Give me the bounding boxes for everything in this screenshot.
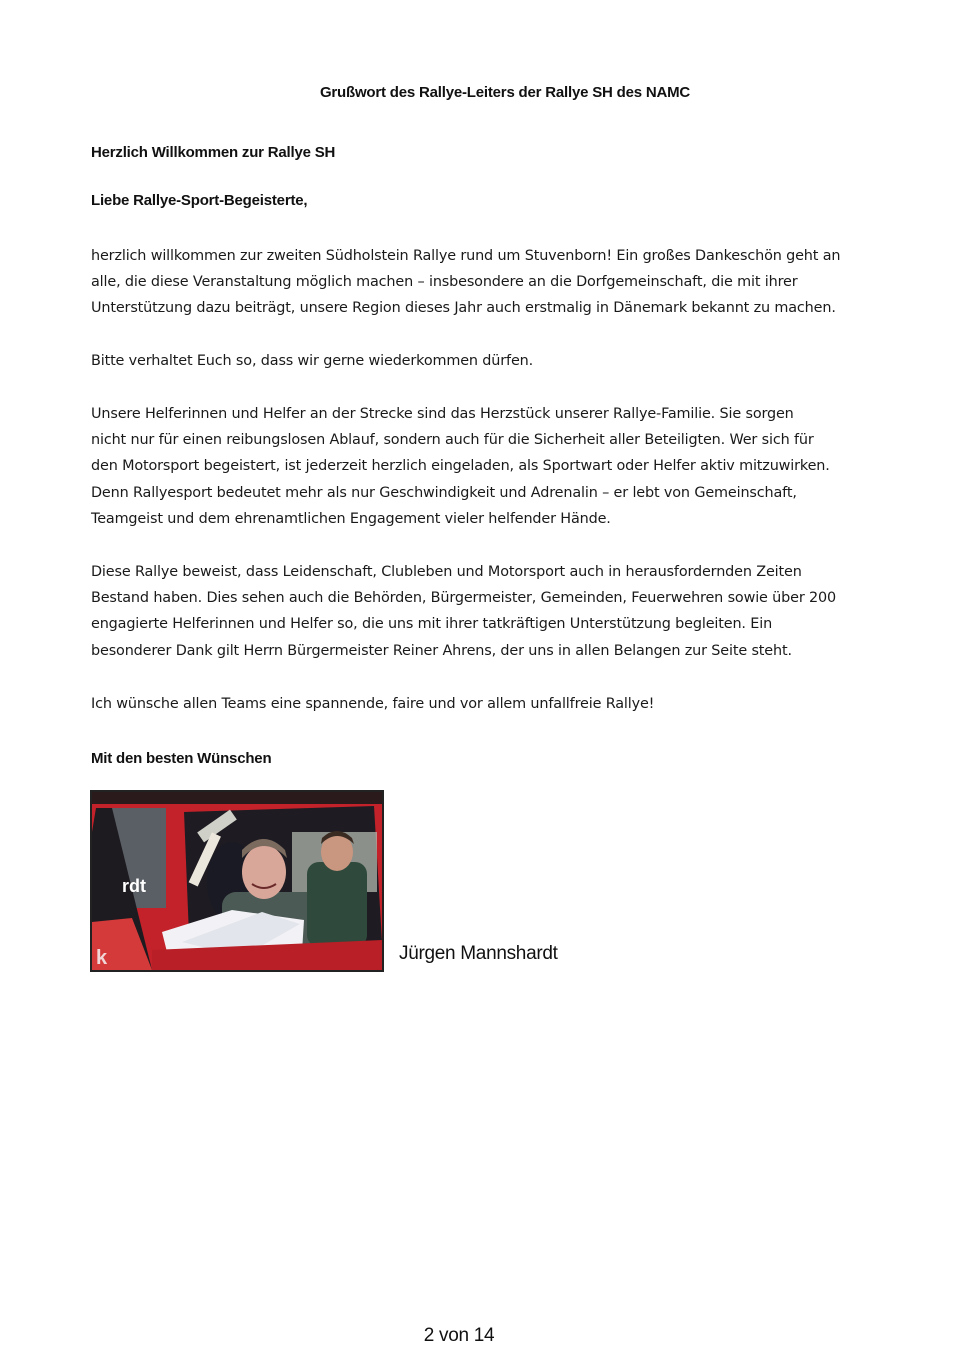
- text-line: besonderer Dank gilt Herrn Bürgermeister Reiner Ahrens, der uns in allen Belangen zur Seite steht.: [91, 642, 792, 659]
- text-line: Diese Rallye beweist, dass Leidenschaft, Clubleben und Motorsport auch in herausfordernden Zeiten: [91, 564, 802, 580]
- salutation: Liebe Rallye-Sport-Begeisterte,: [91, 192, 308, 209]
- text-line: alle, die diese Veranstaltung möglich machen – insbesondere an die Dorfgemeinschaft, die mit ihrer: [91, 274, 798, 291]
- text-line: Bestand haben. Dies sehen auch die Behörden, Bürgermeister, Gemeinden, Feuerwehren sowie über 200: [91, 590, 837, 607]
- text-line: Unsere Helferinnen und Helfer an der Strecke sind das Herzstück unserer Rallye-Familie. Sie sorgen: [91, 406, 794, 422]
- paragraph-welcome: [91, 243, 931, 322]
- text-line: Ich wünsche allen Teams eine spannende, faire und vor allem unfallfreie Rallye!: [91, 696, 655, 712]
- page-number: 2 von 14: [423, 1325, 495, 1346]
- photo-rally-car: [90, 790, 384, 972]
- text-line: Bitte verhaltet Euch so, dass wir gerne wiederkommen dürfen.: [91, 353, 534, 369]
- text-line: Teamgeist und dem ehrenamtlichen Engagement vieler helfender Hände.: [91, 510, 611, 527]
- paragraph-behaviour: [91, 348, 931, 374]
- svg-text:k: k: [96, 947, 108, 969]
- door-lettering: rdt: [122, 876, 146, 896]
- signature-name: Jürgen Mannshardt: [399, 943, 558, 964]
- text-line: Unterstützung dazu beiträgt, unsere Region dieses Jahr auch erstmalig in Dänemark bekannt zu machen.: [91, 300, 836, 317]
- closing: Mit den besten Wünschen: [91, 750, 272, 767]
- text-line: den Motorsport begeistert, ist jederzeit herzlich eingeladen, als Sportwart oder Helfer aktiv mitzuwirken.: [91, 458, 830, 475]
- photo-illustration: [92, 792, 382, 970]
- paragraph-wishes: [91, 691, 931, 717]
- welcome-heading: Herzlich Willkommen zur Rallye SH: [91, 144, 336, 161]
- text-line: engagierte Helferinnen und Helfer so, die uns mit ihrer tatkräftigen Unterstützung begleiten. Ein: [91, 616, 773, 633]
- document-title: Grußwort des Rallye-Leiters der Rallye SH des NAMC: [319, 84, 691, 101]
- paragraph-helpers: [91, 401, 931, 532]
- text-line: nicht nur für einen reibungslosen Ablauf, sondern auch für die Sicherheit aller Beteiligten. Wer sich für: [91, 432, 814, 449]
- text-line: herzlich willkommen zur zweiten Südholstein Rallye rund um Stuvenborn! Ein großes Dankeschön geht an: [91, 248, 841, 264]
- text-line: Denn Rallyesport bedeutet mehr als nur Geschwindigkeit und Adrenalin – er lebt von Gemeinschaft,: [91, 484, 797, 501]
- paragraph-thanks: [91, 559, 931, 664]
